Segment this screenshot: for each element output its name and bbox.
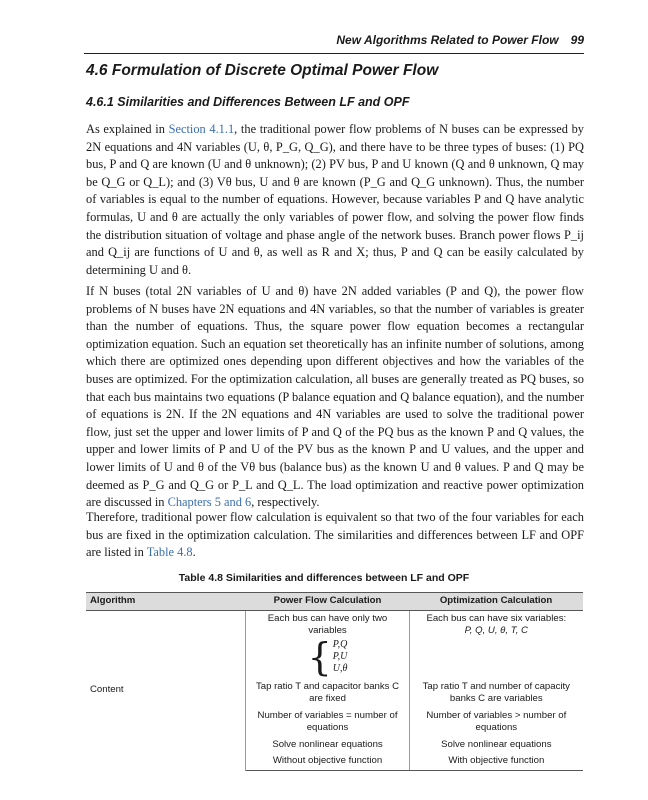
section-heading: 4.6 Formulation of Discrete Optimal Power Flow <box>86 62 439 79</box>
paragraph-3-text-a: Therefore, traditional power flow calculation is equivalent so that two of the four variables for each bus are fixed in the optimization calculation. The similarities and differences between LF and OPF are listed in <box>86 510 584 560</box>
opt-cell-1 <box>409 610 583 679</box>
brace-pu: P,U <box>332 650 348 662</box>
paragraph-1-text-a: As explained in <box>86 122 169 136</box>
page-number: 99 <box>570 33 584 47</box>
opt-cell-3: Number of variables > number of equations <box>426 709 567 733</box>
opt-cell-2: Tap ratio T and number of capacity banks C are variables <box>422 680 570 704</box>
brace-utheta: U,θ <box>332 662 348 674</box>
pf-cell-2: Tap ratio T and capacitor banks C are fixed <box>246 679 409 708</box>
paragraph-2-text-a: If N buses (total 2N variables of U and θ) have 2N added variables (P and Q), the power flow problems of N buses have 2N equations and 4N variables, so that the number of variables is greater than the number of equations. Thus, the square power flow equation becomes a rectangular optimization equation. Such an equation set theoretically has an infinite number of solutions, among which there are optimized ones depending upon different objectives and how the variables of the buses are optimized. For the optimization calculation, all buses are generally treated as PQ buses, so that each bus maintains two equations (P balance equation and Q balance equation), and the number of equations is 2N. If the 2N equations and 4N variables are used to solve the traditional power flow, just set the upper and lower limits of P and Q of the PQ bus as the known P and Q values, the upper and lower limits of P and U of the PV bus as the known P and U values, and the upper and lower limits of U and θ of the Vθ bus (balance bus) as the known U and θ values. P and Q may be deemed as P_G and Q_G or P_L and Q_L. The load optimization and reactive power optimization are discussed in <box>86 284 584 510</box>
paragraph-1 <box>86 121 584 279</box>
chapters-link[interactable]: Chapters 5 and 6 <box>167 495 252 510</box>
table-header-row <box>86 593 583 611</box>
table-row <box>86 610 583 679</box>
comparison-table <box>86 592 583 771</box>
paragraph-3 <box>86 509 584 562</box>
paragraph-2 <box>86 283 584 512</box>
opt-variable-list: P, Q, U, θ, T, C <box>464 625 528 636</box>
opt-six-variables: Each bus can have six variables: <box>426 612 567 624</box>
header-rule <box>84 53 584 54</box>
pf-cell-1 <box>246 610 409 679</box>
table-caption: Table 4.8 Similarities and differences between LF and OPF <box>178 572 470 584</box>
header-title: New Algorithms Related to Power Flow <box>336 33 559 47</box>
paragraph-1-text-b: , the traditional power flow problems of N buses can be expressed by 2N equations and 4N variables (U, θ, P_G, Q_G), and there have to be three types of buses: (1) PQ bus, P and Q are known (U and θ unknown); (2) PV bus, P and U known (Q and θ unknown, Q may be Q_G or Q_L); and (3) Vθ bus, U and θ are known (P_G and Q_G unknown). Thus, the number of variables is equal to the number of equations. However, because variables P and Q have analytic formulas, U and θ are actually the only variables of power flow, and solving the power flow finds the distribution situation of voltage and phase angle of the network buses. Branch power flows P_ij and Q_ij are functions of U and θ, as well as R and X; thus, P and Q can be easily calculated by determining U and θ. <box>86 122 584 277</box>
subsection-heading: 4.6.1 Similarities and Differences Between LF and OPF <box>86 95 410 109</box>
header-algorithm: Algorithm <box>86 593 246 611</box>
header-power-flow: Power Flow Calculation <box>246 593 409 611</box>
pf-cell-3: Number of variables = number of equations <box>246 708 409 737</box>
brace-pq: P,Q <box>332 638 348 650</box>
running-header <box>336 33 584 47</box>
brace-values <box>333 639 348 675</box>
paragraph-3-text-b: . <box>192 545 196 560</box>
bus-type-brace <box>307 634 348 679</box>
row-label-content: Content <box>86 610 246 770</box>
paragraph-2-text-b: , respectively. <box>251 495 320 510</box>
table-link[interactable]: Table 4.8 <box>146 545 193 560</box>
section-link[interactable]: Section 4.1.1 <box>168 122 235 136</box>
opt-cell-5: With objective function <box>409 753 583 770</box>
left-brace-icon: { <box>307 634 332 679</box>
pf-two-variables: Each bus can have only two variables <box>267 612 388 636</box>
pf-cell-4: Solve nonlinear equations <box>246 737 409 754</box>
opt-cell-4: Solve nonlinear equations <box>441 738 552 750</box>
header-optimization: Optimization Calculation <box>409 593 583 611</box>
pf-cell-5: Without objective function <box>246 753 409 770</box>
